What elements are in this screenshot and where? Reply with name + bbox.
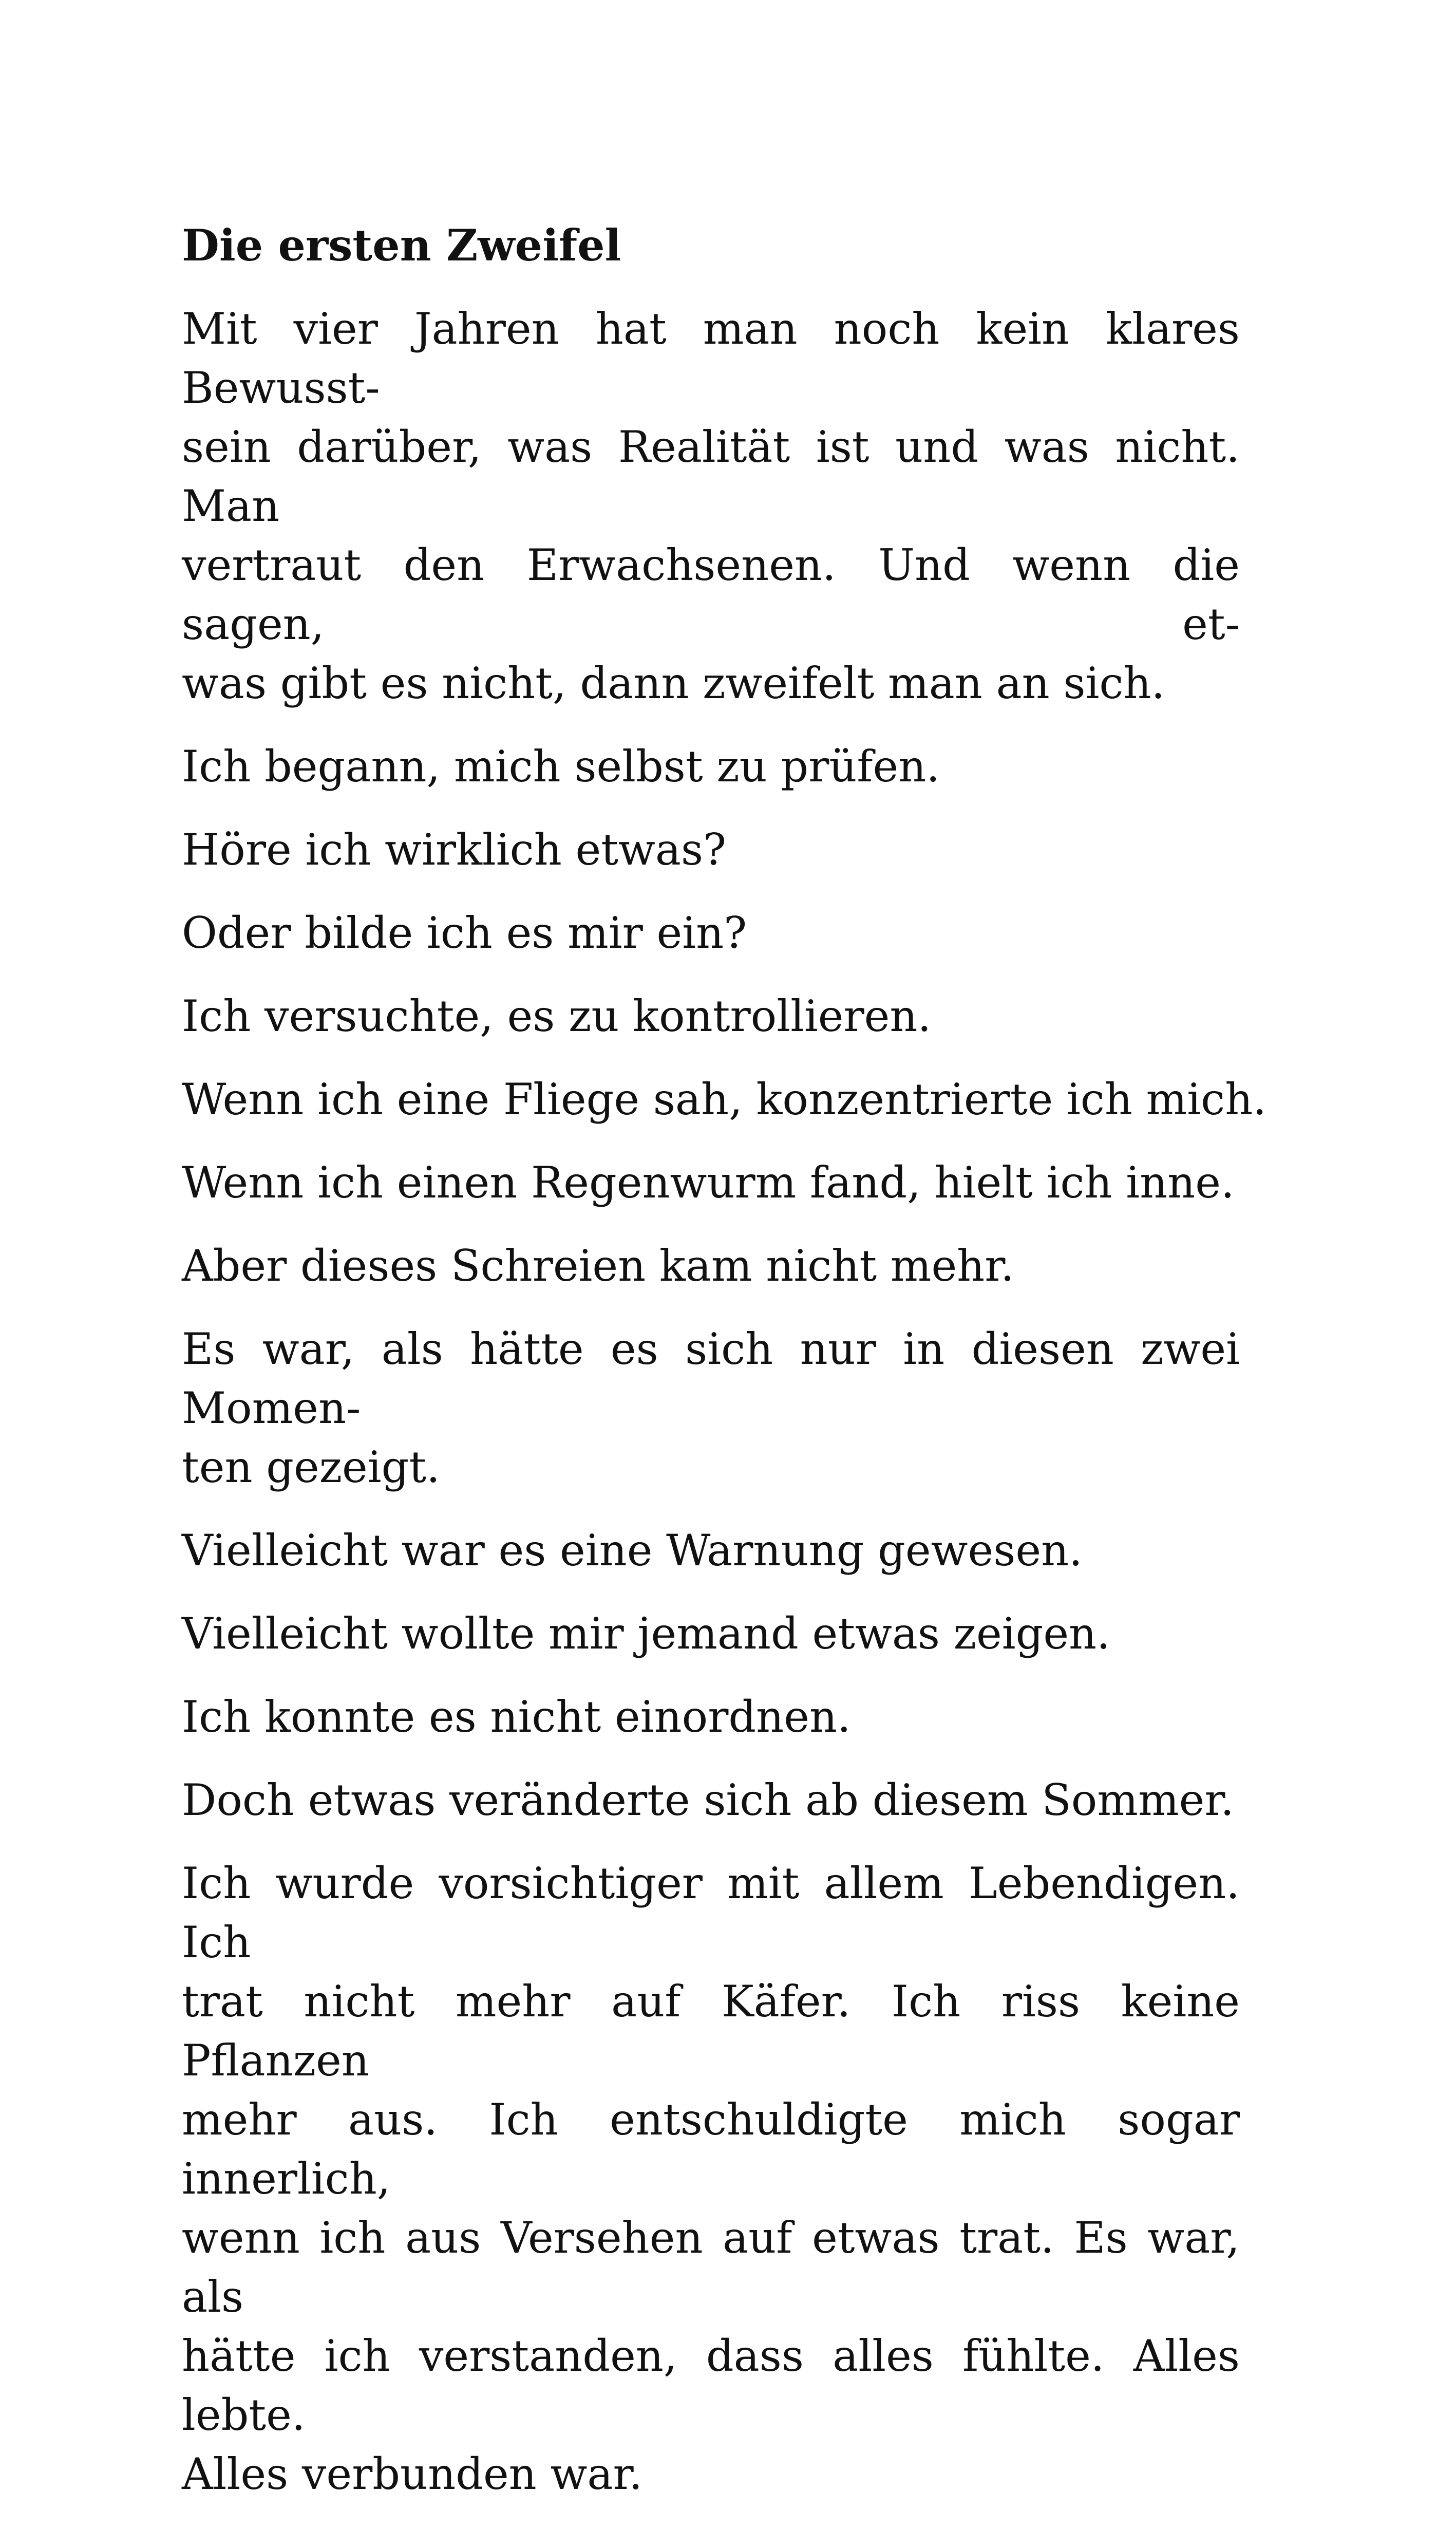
text-line: Es war, als hätte es sich nur in diesen zwei Momen- bbox=[182, 1324, 1240, 1433]
text-line: wenn ich aus Versehen auf etwas trat. Es war, als bbox=[182, 2213, 1240, 2322]
paragraph-1 bbox=[182, 299, 1240, 713]
paragraph-14 bbox=[182, 1854, 1240, 2504]
paragraph-5 bbox=[182, 987, 1240, 1046]
text-line: Vielleicht war es eine Warnung gewesen. bbox=[182, 1525, 1083, 1576]
text-line: Höre ich wirklich etwas? bbox=[182, 825, 727, 875]
text-line: Wenn ich eine Fliege sah, konzentrierte ich mich. bbox=[182, 1074, 1267, 1125]
paragraph-13 bbox=[182, 1771, 1240, 1830]
text-line: Doch etwas veränderte sich ab diesem Sommer. bbox=[182, 1775, 1234, 1825]
text-line: Ich begann, mich selbst zu prüfen. bbox=[182, 741, 940, 792]
paragraph-4 bbox=[182, 904, 1240, 963]
text-line: Ich konnte es nicht einordnen. bbox=[182, 1692, 851, 1742]
paragraph-12 bbox=[182, 1688, 1240, 1747]
text-line: Vielleicht wollte mir jemand etwas zeigen. bbox=[182, 1608, 1110, 1659]
section-heading: Die ersten Zweifel bbox=[182, 220, 621, 271]
paragraph-10 bbox=[182, 1521, 1240, 1580]
text-line: ten gezeigt. bbox=[182, 1442, 440, 1492]
paragraph-3 bbox=[182, 820, 1240, 879]
text-line: trat nicht mehr auf Käfer. Ich riss keine Pflanzen bbox=[182, 1976, 1240, 2086]
text-line: Ich wurde vorsichtiger mit allem Lebendigen. Ich bbox=[182, 1858, 1240, 1968]
paragraph-11 bbox=[182, 1604, 1240, 1663]
text-line: Mit vier Jahren hat man noch kein klares Bewusst- bbox=[182, 304, 1240, 413]
text-line: Oder bilde ich es mir ein? bbox=[182, 908, 747, 958]
text-line: Alles verbunden war. bbox=[182, 2449, 643, 2499]
text-line: mehr aus. Ich entschuldigte mich sogar innerlich, bbox=[182, 2094, 1240, 2204]
paragraph-9 bbox=[182, 1320, 1240, 1497]
paragraph-2 bbox=[182, 737, 1240, 796]
text-line: was gibt es nicht, dann zweifelt man an sich. bbox=[182, 658, 1165, 708]
text-line: Ich versuchte, es zu kontrollieren. bbox=[182, 991, 932, 1041]
text-line: vertraut den Erwachsenen. Und wenn die sagen, et- bbox=[182, 540, 1240, 649]
text-line: sein darüber, was Realität ist und was nicht. Man bbox=[182, 422, 1240, 531]
paragraph-7 bbox=[182, 1153, 1240, 1212]
text-line: hätte ich verstanden, dass alles fühlte. Alles lebte. bbox=[182, 2331, 1240, 2440]
text-line: Wenn ich einen Regenwurm fand, hielt ich inne. bbox=[182, 1157, 1235, 1208]
page-text bbox=[182, 216, 1267, 2528]
paragraph-6 bbox=[182, 1070, 1267, 1129]
paragraph-8 bbox=[182, 1237, 1240, 1296]
text-line: Aber dieses Schreien kam nicht mehr. bbox=[182, 1241, 1014, 1291]
